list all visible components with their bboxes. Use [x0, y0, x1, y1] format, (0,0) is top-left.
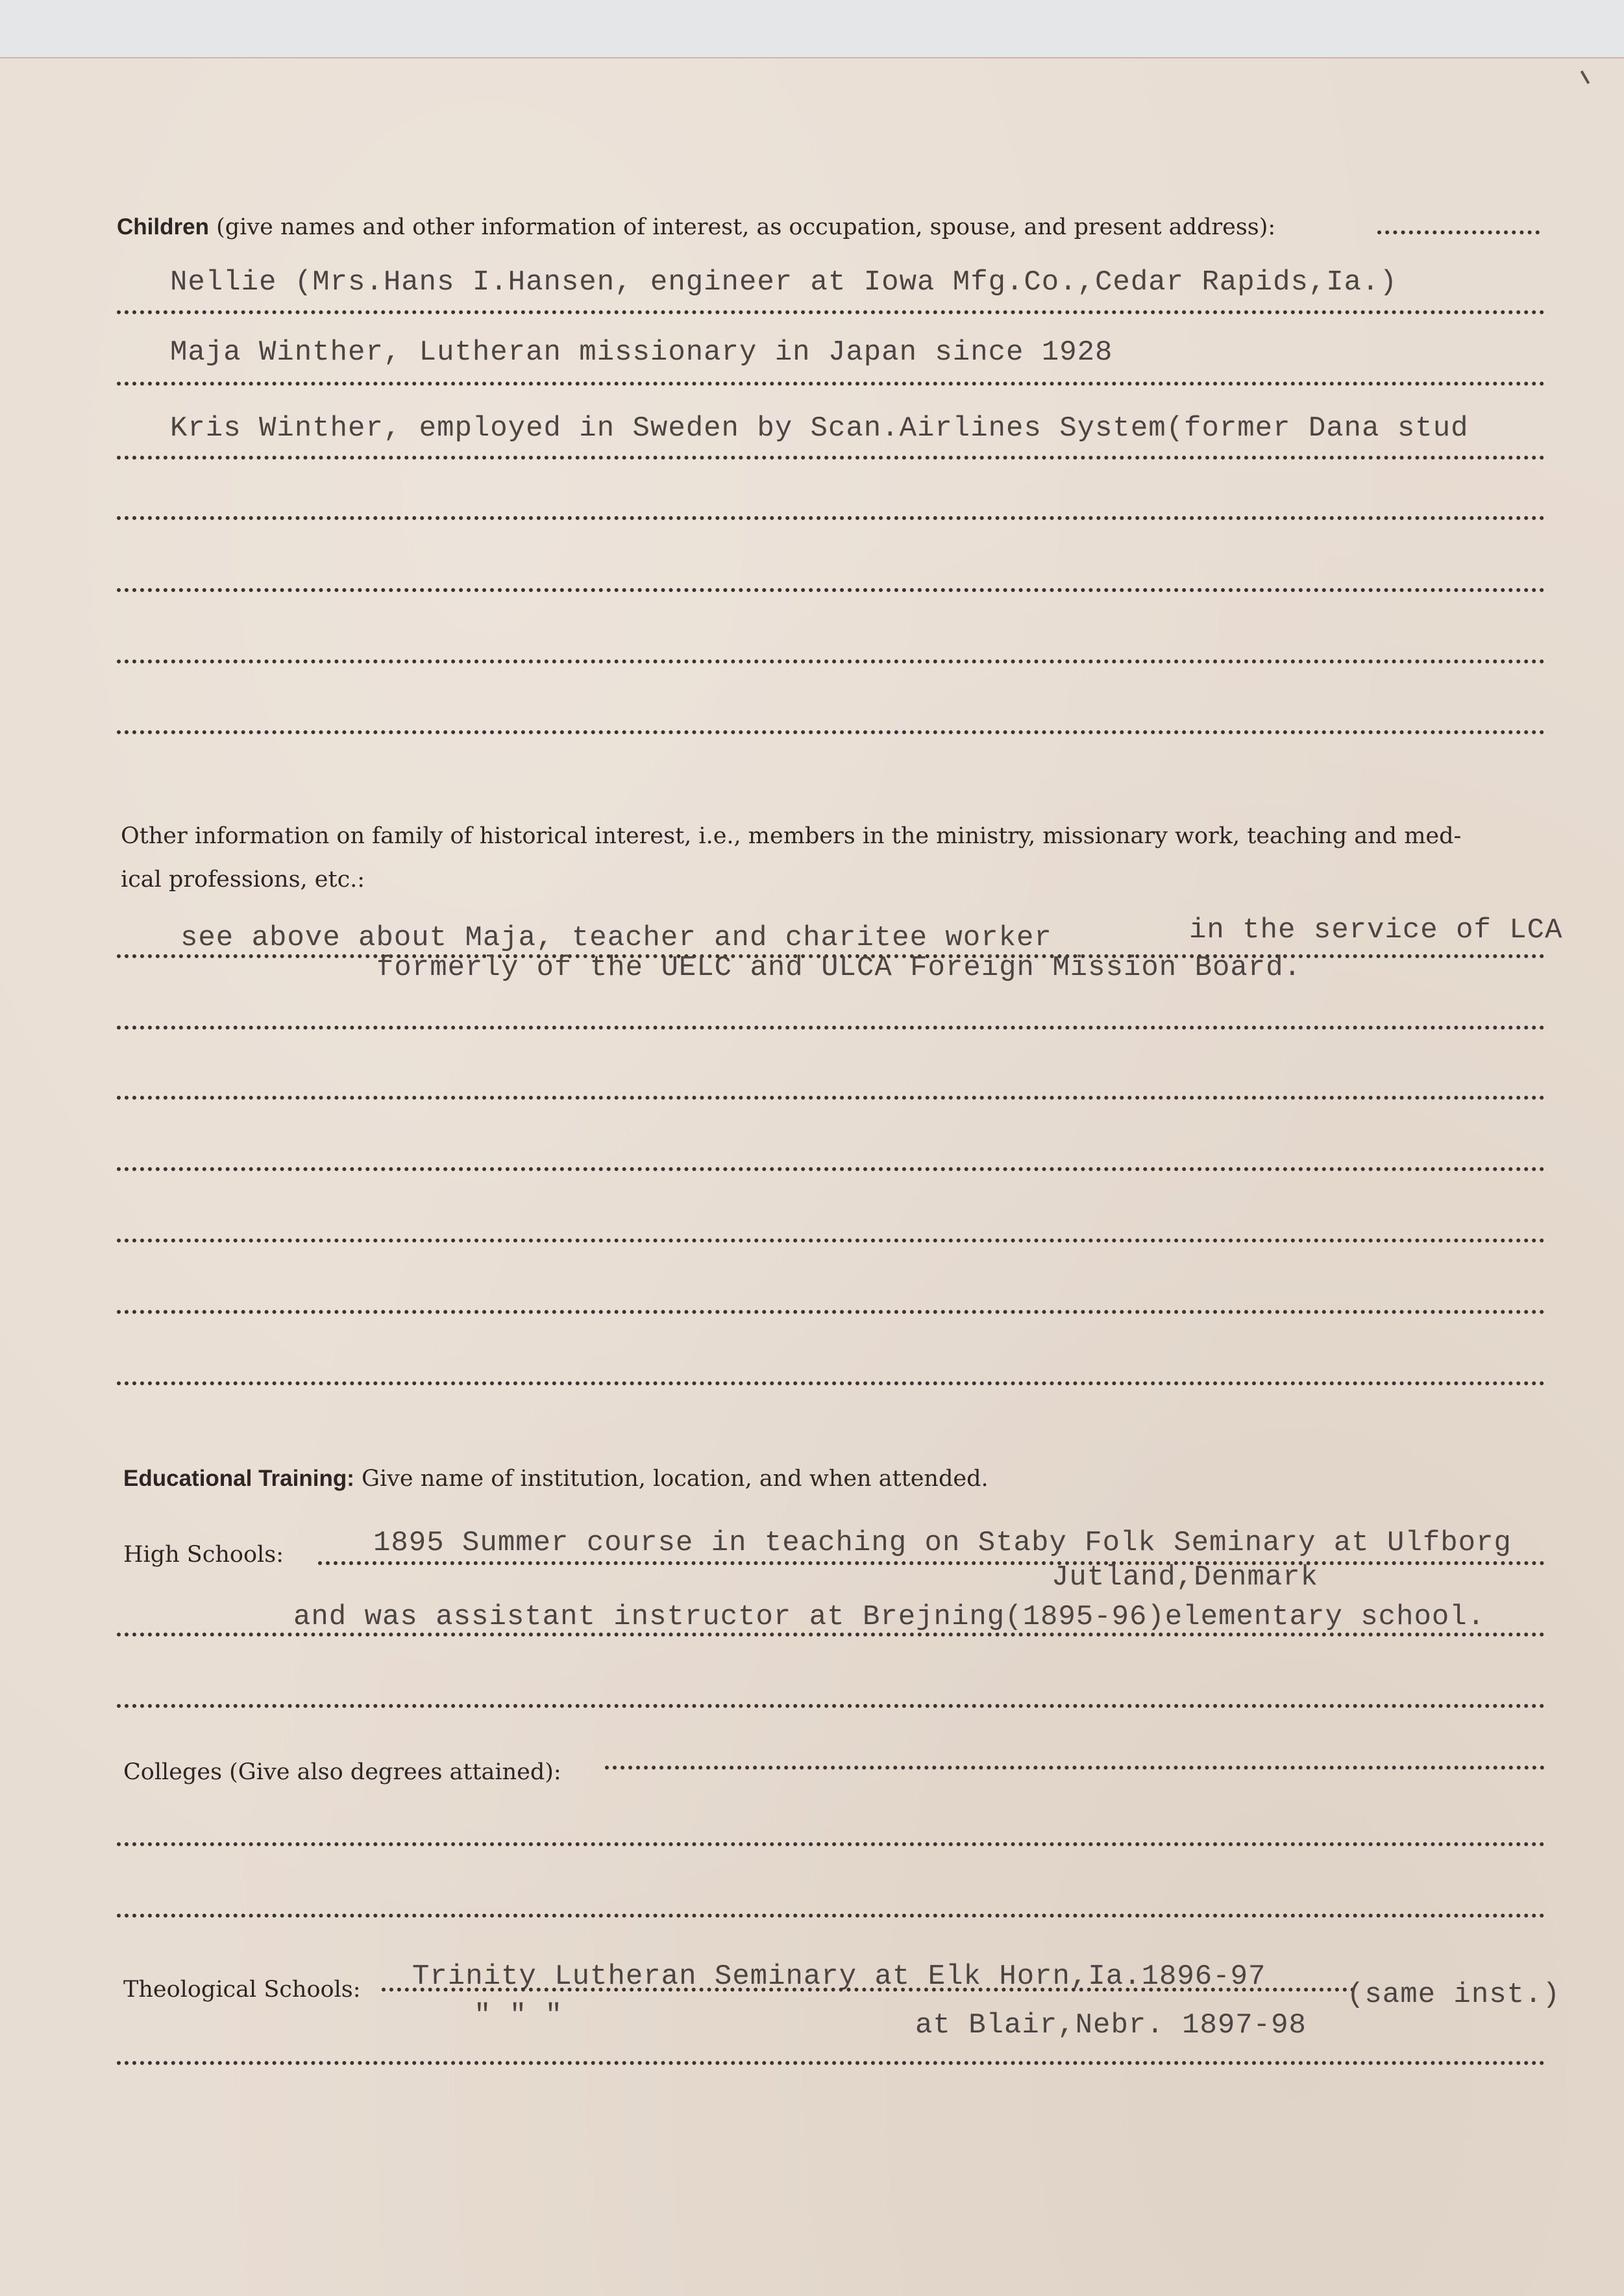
fill-line: [117, 1914, 1545, 1918]
fill-line: [117, 730, 1545, 734]
pencil-mark: [1581, 70, 1590, 84]
fill-line: [117, 1704, 1545, 1708]
fill-line: [605, 1766, 1545, 1770]
fill-line: [318, 1561, 1545, 1565]
child-entry: Kris Winther, employed in Sweden by Scan.Airlines System(former Dana stud: [170, 412, 1469, 445]
theological-entry: at Blair,Nebr. 1897-98: [915, 2009, 1307, 2042]
fill-line: [117, 1633, 1545, 1636]
fill-line: [117, 1096, 1545, 1100]
children-label: Children (give names and other information of interest, as occupation, spouse, and present address):: [117, 214, 1276, 240]
education-label: Educational Training: Give name of institution, location, and when attended.: [123, 1466, 989, 1492]
other-info-label: Other information on family of historical interest, i.e., members in the ministry, missionary work, teaching and med-: [121, 823, 1462, 849]
fill-line: [117, 1842, 1545, 1846]
high-schools-entry: 1895 Summer course in teaching on Staby Folk Seminary at Ulfborg: [373, 1527, 1512, 1559]
theological-ditto: " " ": [474, 1999, 563, 2032]
theological-entry: Trinity Lutheran Seminary at Elk Horn,Ia.1896-97: [412, 1960, 1266, 1993]
high-schools-entry-cont: Jutland,Denmark: [1052, 1561, 1319, 1594]
high-schools-entry: and was assistant instructor at Brejning(1895-96)elementary school.: [293, 1601, 1486, 1633]
other-info-entry: see above about Maja, teacher and charitee worker: [180, 922, 1052, 954]
fill-line: [117, 588, 1545, 592]
colleges-label: Colleges (Give also degrees attained):: [123, 1759, 561, 1785]
fill-line: [117, 516, 1545, 520]
fill-line: [117, 1310, 1545, 1314]
other-info-label-cont: ical professions, etc.:: [121, 867, 365, 893]
fill-line: [117, 456, 1545, 460]
fill-line: [117, 1167, 1545, 1171]
fill-line: [117, 1026, 1545, 1030]
fill-line: [117, 1381, 1545, 1385]
child-entry: Nellie (Mrs.Hans I.Hansen, engineer at Iowa Mfg.Co.,Cedar Rapids,Ia.): [170, 266, 1397, 299]
theological-same-inst: (same inst.): [1347, 1979, 1560, 2011]
fill-line: [117, 2061, 1545, 2065]
other-info-entry: formerly of the UELC and ULCA Foreign Mission Board.: [376, 952, 1302, 984]
child-entry: Maja Winther, Lutheran missionary in Japan since 1928: [170, 336, 1113, 369]
high-schools-label: High Schools:: [123, 1542, 284, 1568]
theological-schools-label: Theological Schools:: [123, 1977, 361, 2003]
fill-line: [117, 310, 1545, 314]
other-info-entry-cont: in the service of LCA: [1189, 914, 1563, 946]
fill-line: [117, 382, 1545, 386]
fill-line: [117, 660, 1545, 663]
fill-line: [117, 1239, 1545, 1242]
fill-line: [1377, 230, 1540, 234]
fill-line: [382, 1988, 1355, 1992]
